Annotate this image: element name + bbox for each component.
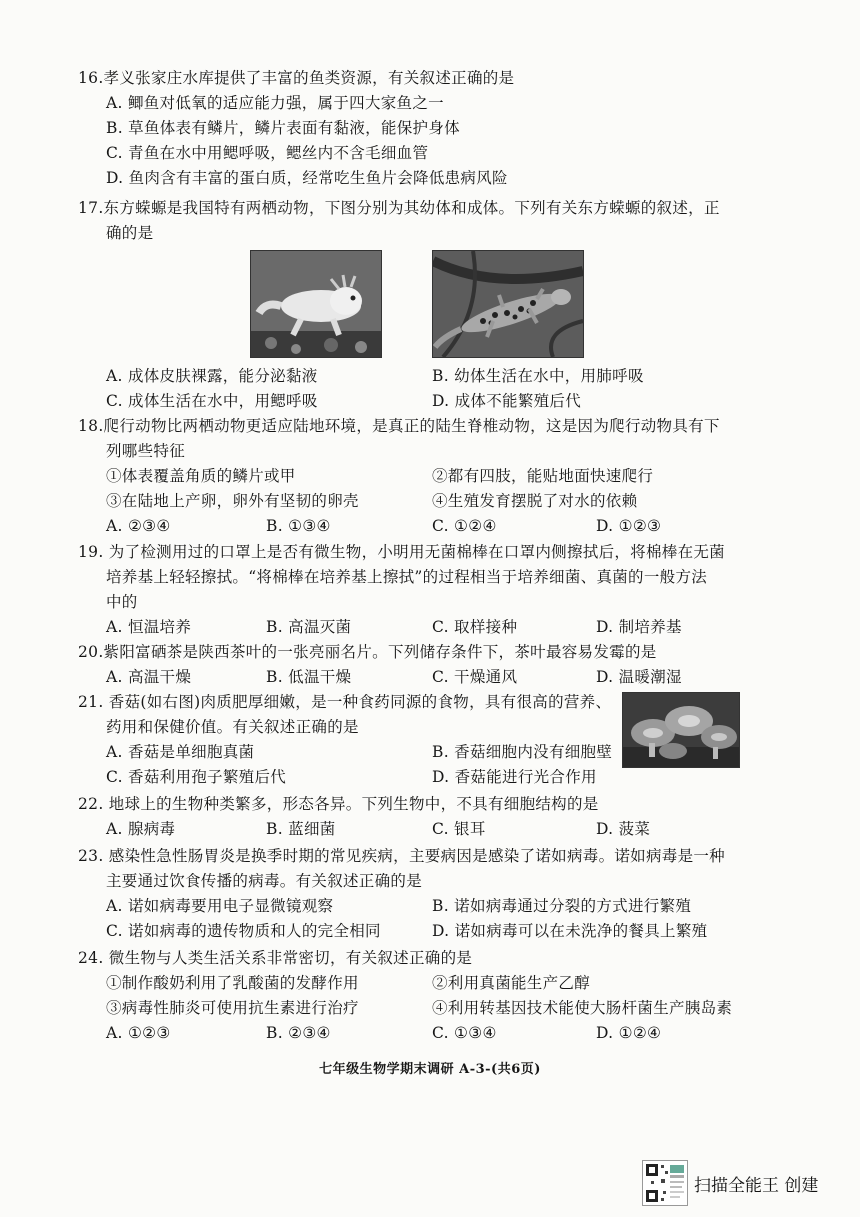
- q16-option-c: C. 青鱼在水中用鳃呼吸，鳃丝内不含毛细血管: [106, 144, 429, 162]
- salamander-larva-photo: [250, 250, 382, 358]
- q24-item-3: ③病毒性肺炎可使用抗生素进行治疗: [106, 999, 359, 1017]
- q23-stem-line2: 主要通过饮食传播的病毒。有关叙述正确的是: [106, 872, 423, 890]
- q16-option-b: B. 草鱼体表有鳞片，鳞片表面有黏液，能保护身体: [106, 119, 460, 137]
- q18-stem-line1: 18.爬行动物比两栖动物更适应陆地环境，是真正的陆生脊椎动物，这是因为爬行动物具有下: [78, 417, 720, 435]
- q19-stem-line1: 19. 为了检测用过的口罩上是否有微生物，小明用无菌棉棒在口罩内侧擦拭后，将棉棒在无菌: [78, 543, 725, 561]
- q24-option-d: D. ①②④: [596, 1024, 662, 1042]
- q19-option-c: C. 取样接种: [432, 618, 518, 636]
- q20-option-b: B. 低温干燥: [266, 668, 352, 686]
- q18-item-4: ④生殖发育摆脱了对水的依赖: [432, 492, 638, 510]
- qr-code-icon: [642, 1160, 688, 1206]
- question-19: [78, 540, 778, 640]
- q17-option-a: A. 成体皮肤裸露，能分泌黏液: [106, 367, 318, 385]
- question-17: [78, 196, 778, 246]
- q24-option-c: C. ①③④: [432, 1024, 497, 1042]
- q24-item-4: ④利用转基因技术能使大肠杆菌生产胰岛素: [432, 999, 733, 1017]
- q20-option-a: A. 高温干燥: [106, 668, 192, 686]
- q18-item-2: ②都有四肢，能贴地面快速爬行: [432, 467, 654, 485]
- q19-stem-line2: 培养基上轻轻擦拭。“将棉棒在培养基上擦拭”的过程相当于培养细菌、真菌的一般方法: [106, 568, 708, 586]
- shiitake-mushroom-photo: [622, 692, 740, 768]
- q22-option-c: C. 银耳: [432, 820, 486, 838]
- q18-option-b: B. ①③④: [266, 517, 331, 535]
- q21-option-c: C. 香菇利用孢子繁殖后代: [106, 768, 287, 786]
- q18-option-d: D. ①②③: [596, 517, 662, 535]
- q22-option-d: D. 菠菜: [596, 820, 651, 838]
- q21-stem-line2: 药用和保健价值。有关叙述正确的是: [106, 718, 359, 736]
- q20-option-c: C. 干燥通风: [432, 668, 518, 686]
- q23-stem-line1: 23. 感染性急性肠胃炎是换季时期的常见疾病，主要病因是感染了诺如病毒。诺如病毒是一种: [78, 847, 725, 865]
- q18-option-a: A. ②③④: [106, 517, 171, 535]
- q17-option-b: B. 幼体生活在水中，用肺呼吸: [432, 367, 644, 385]
- q24-option-b: B. ②③④: [266, 1024, 331, 1042]
- q18-item-3: ③在陆地上产卵，卵外有坚韧的卵壳: [106, 492, 359, 510]
- q19-option-d: D. 制培养基: [596, 618, 682, 636]
- q21-option-a: A. 香菇是单细胞真菌: [106, 743, 255, 761]
- question-23: [78, 844, 778, 944]
- q24-item-1: ①制作酸奶利用了乳酸菌的发酵作用: [106, 974, 359, 992]
- q18-option-c: C. ①②④: [432, 517, 497, 535]
- q17-stem-line1: 17.东方蝾螈是我国特有两栖动物，下图分别为其幼体和成体。下列有关东方蝾螈的叙述，正: [78, 199, 720, 217]
- question-16: [78, 66, 778, 191]
- q22-option-a: A. 腺病毒: [106, 820, 176, 838]
- q17-option-c: C. 成体生活在水中，用鳃呼吸: [106, 392, 318, 410]
- q21-option-b: B. 香菇细胞内没有细胞壁: [432, 743, 613, 761]
- q22-stem: 22. 地球上的生物种类繁多，形态各异。下列生物中，不具有细胞结构的是: [78, 795, 599, 813]
- q22-option-b: B. 蓝细菌: [266, 820, 336, 838]
- question-20: [78, 640, 778, 690]
- question-17-options: [78, 364, 778, 414]
- q18-stem-line2: 列哪些特征: [106, 442, 186, 460]
- question-24: [78, 946, 778, 1046]
- q18-item-1: ①体表覆盖角质的鳞片或甲: [106, 467, 296, 485]
- scanner-brand-label: 扫描全能王 创建: [694, 1176, 819, 1196]
- q23-option-c: C. 诺如病毒的遗传物质和人的完全相同: [106, 922, 381, 940]
- q19-stem-line3: 中的: [106, 593, 138, 611]
- q23-option-a: A. 诺如病毒要用电子显微镜观察: [106, 897, 334, 915]
- q19-option-a: A. 恒温培养: [106, 618, 192, 636]
- salamander-adult-photo: [432, 250, 584, 358]
- q16-option-a: A. 鲫鱼对低氧的适应能力强，属于四大家鱼之一: [106, 94, 444, 112]
- q19-option-b: B. 高温灭菌: [266, 618, 352, 636]
- q17-option-d: D. 成体不能繁殖后代: [432, 392, 582, 410]
- q23-option-d: D. 诺如病毒可以在未洗净的餐具上繁殖: [432, 922, 708, 940]
- q17-stem-line2: 确的是: [106, 224, 154, 242]
- q24-stem: 24. 微生物与人类生活关系非常密切，有关叙述正确的是: [78, 949, 473, 967]
- scanner-watermark: [642, 1160, 852, 1204]
- q20-option-d: D. 温暖潮湿: [596, 668, 682, 686]
- q21-option-d: D. 香菇能进行光合作用: [432, 768, 597, 786]
- q24-option-a: A. ①②③: [106, 1024, 171, 1042]
- question-18: [78, 414, 778, 539]
- q20-stem: 20.紫阳富硒茶是陕西茶叶的一张亮丽名片。下列储存条件下，茶叶最容易发霉的是: [78, 643, 657, 661]
- q24-item-2: ②利用真菌能生产乙醇: [432, 974, 591, 992]
- q16-stem: 16.孝义张家庄水库提供了丰富的鱼类资源，有关叙述正确的是: [78, 69, 515, 87]
- page-footer: 七年级生物学期末调研 A-3-(共6页): [319, 1062, 541, 1077]
- q23-option-b: B. 诺如病毒通过分裂的方式进行繁殖: [432, 897, 692, 915]
- q16-option-d: D. 鱼肉含有丰富的蛋白质，经常吃生鱼片会降低患病风险: [106, 169, 508, 187]
- question-22: [78, 792, 778, 842]
- q21-stem-line1: 21. 香菇(如右图)肉质肥厚细嫩，是一种食药同源的食物，具有很高的营养、: [78, 693, 612, 711]
